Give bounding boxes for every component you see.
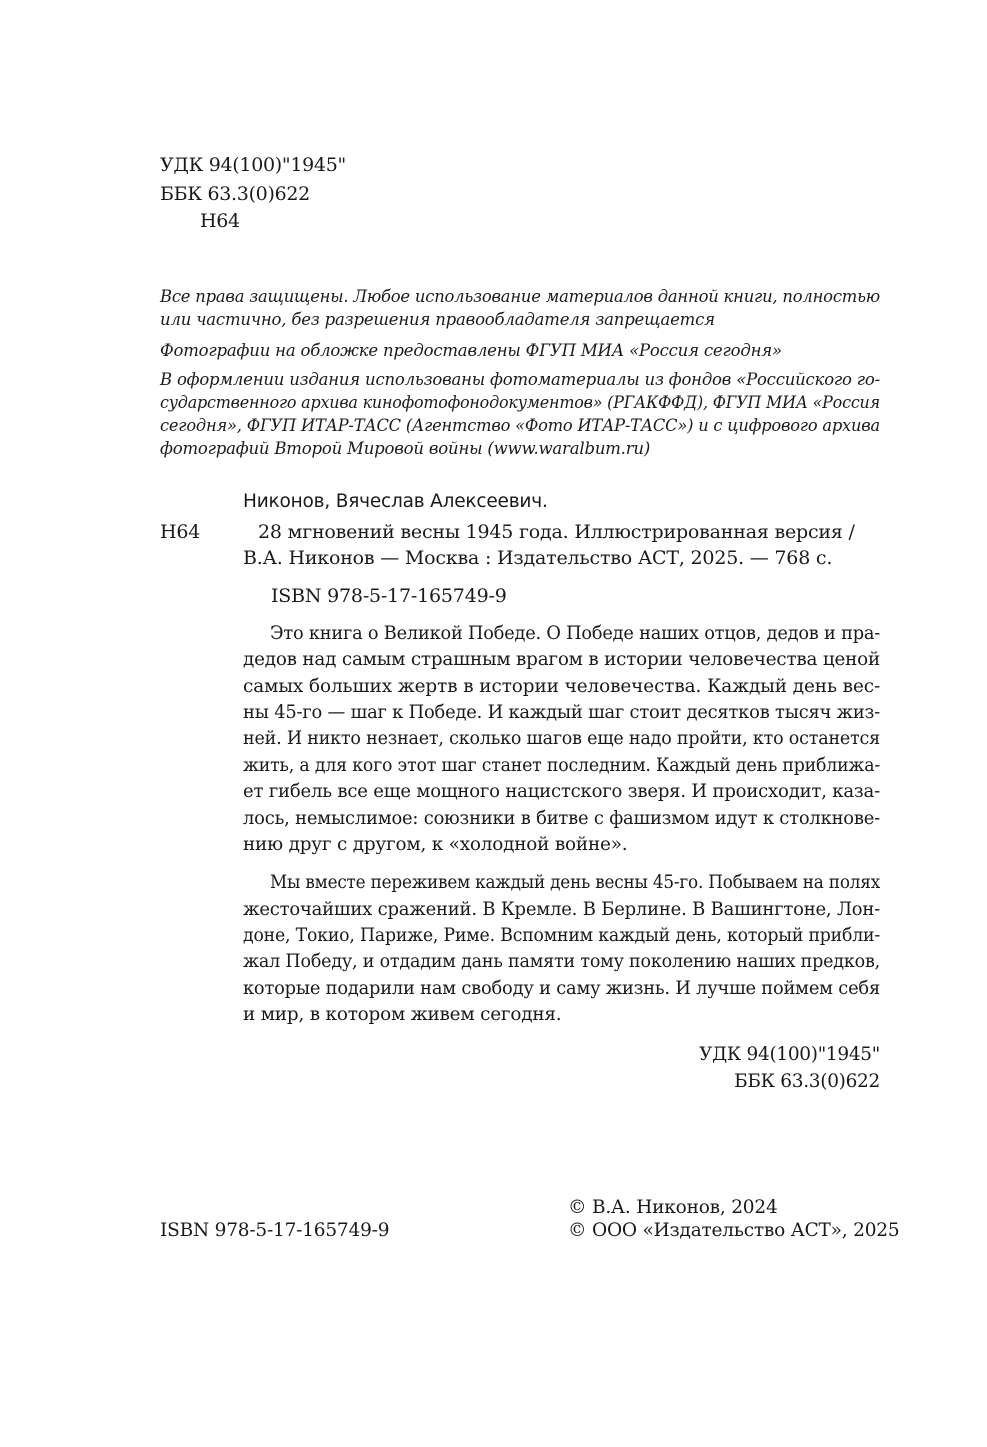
udk-code-top: УДК 94(100)"1945" (160, 154, 346, 176)
cover-photo-credit (160, 339, 880, 362)
photo-materials-credit (160, 368, 880, 460)
annotation-line: самых больших жертв в истории человечества. Каждый день вес- (243, 676, 881, 697)
annotation-line: жал Победу, и отдадим дань памяти тому поколению наших предков, (243, 951, 880, 972)
rights-line: сегодня», ФГУП ИТАР-ТАСС (Агентство «Фото ИТАР-ТАСС») и с цифрового архива (160, 416, 880, 435)
author-mark: Н64 (160, 521, 201, 543)
isbn-bottom: ISBN 978-5-17-165749-9 (160, 1220, 390, 1241)
udk-code-bottom: УДК 94(100)"1945" (699, 1044, 880, 1065)
rights-line: Фотографии на обложке предоставлены ФГУП МИА «Россия сегодня» (160, 341, 782, 360)
bbk-code-bottom: ББК 63.3(0)622 (734, 1071, 880, 1092)
annotation-line: ны 45-го — шаг к Победе. И каждый шаг стоит десятков тысяч жиз- (243, 702, 880, 723)
annotation-line: ней. И никто незнает, сколько шагов еще надо пройти, кто останется (243, 728, 880, 749)
title-line-2: В.А. Никонов — Москва : Издательство АСТ, 2025. — 768 с. (243, 547, 833, 569)
isbn-record: ISBN 978-5-17-165749-9 (271, 585, 507, 607)
copyright-author: © В.А. Никонов, 2024 (568, 1197, 778, 1218)
annotation-line: и мир, в котором живем сегодня. (243, 1004, 562, 1025)
rights-notice (160, 285, 880, 331)
annotation-line: ет гибель все еще мощного нацистского зверя. И происходит, каза- (243, 781, 880, 802)
rights-line: фотографий Второй Мировой войны (www.waralbum.ru) (160, 439, 651, 458)
copyright-publisher: © ООО «Издательство АСТ», 2025 (568, 1220, 900, 1241)
rights-line: Все права защищены. Любое использование материалов данной книги, полностью (160, 287, 880, 306)
annotation-line: нию друг с другом, к «холодной войне». (243, 834, 628, 855)
annotation-line: Это книга о Великой Победе. О Победе наших отцов, дедов и пра- (270, 623, 880, 644)
author-mark-top: Н64 (200, 210, 240, 232)
annotation-line: жить, а для кого этот шаг станет последним. Каждый день приближа- (243, 755, 880, 776)
annotation-line: Мы вместе переживем каждый день весны 45-го. Побываем на полях (270, 872, 880, 893)
annotation-line: которые подарили нам свободу и саму жизнь. И лучше поймем себя (243, 978, 880, 999)
title-line-1: 28 мгновений весны 1945 года. Иллюстрированная версия / (258, 521, 855, 543)
annotation-line: доне, Токио, Париже, Риме. Вспомним каждый день, который прибли- (243, 925, 880, 946)
annotation-line: лось, немыслимое: союзники в битве с фашизмом идут к столкнове- (243, 808, 880, 829)
bbk-code-top: ББК 63.3(0)622 (160, 183, 310, 205)
annotation-line: жесточайших сражений. В Кремле. В Берлине. В Вашингтоне, Лон- (243, 899, 880, 920)
rights-line: В оформлении издания использованы фотоматериалы из фондов «Российского го- (160, 370, 880, 389)
rights-line: сударственного архива кинофотофонодокументов» (РГАКФФД), ФГУП МИА «Россия (160, 393, 880, 412)
rights-line: или частично, без разрешения правообладателя запрещается (160, 310, 715, 329)
annotation-line: дедов над самым страшным врагом в истории человечества ценой (243, 649, 880, 670)
author-heading: Никонов, Вячеслав Алексеевич. (243, 491, 548, 512)
